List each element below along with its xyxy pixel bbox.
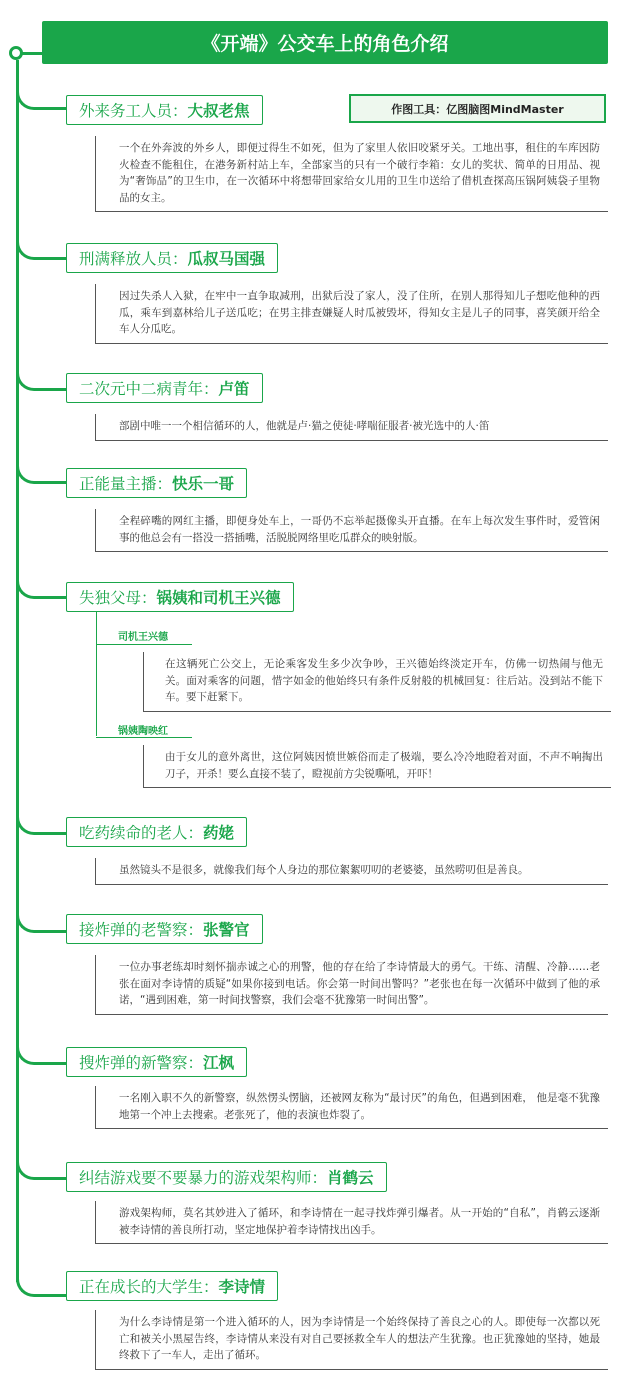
topic-0-desc bbox=[95, 136, 608, 212]
topic-role: 搜炸弹的新警察： bbox=[79, 1054, 204, 1072]
topic-role: 外来务工人员： bbox=[79, 102, 188, 120]
topic-role: 刑满释放人员： bbox=[79, 250, 188, 268]
page-title: 《开端》公交车上的角色介绍 bbox=[42, 21, 608, 64]
topic-5[interactable] bbox=[66, 817, 247, 847]
branch-connector bbox=[16, 1136, 68, 1180]
desc-text: 游戏架构师，莫名其妙进入了循环，和李诗情在一起寻找炸弹引爆者。从一开始的“自私”，肖鹤云逐渐被李诗情的善良所打动，坚定地保护着李诗情找出凶手。 bbox=[119, 1207, 600, 1236]
topic-name: 卢笛 bbox=[218, 380, 250, 398]
sub-desc-auntie bbox=[143, 745, 611, 788]
topic-role: 纠结游戏要不要暴力的游戏架构师： bbox=[79, 1169, 328, 1187]
desc-text: 为什么李诗情是第一个进入循环的人，因为李诗情是一个始终保持了善良之心的人。即使每一次都以死亡和被关小黑屋告终，李诗情从来没有对自己要拯救全车人的想法产生犹豫。也正犹豫她的坚持，她最终救下了一车人，走出了循环。 bbox=[119, 1316, 600, 1361]
topic-name: 江枫 bbox=[203, 1054, 235, 1072]
topic-name: 瓜叔马国强 bbox=[187, 250, 266, 268]
sub-desc-driver bbox=[143, 652, 611, 712]
topic-6[interactable] bbox=[66, 914, 263, 944]
topic-9[interactable] bbox=[66, 1271, 278, 1301]
sub-label-driver[interactable]: 司机王兴德 bbox=[118, 632, 168, 643]
branch-connector bbox=[16, 347, 68, 391]
topic-8[interactable] bbox=[66, 1162, 387, 1192]
topic-role: 正能量主播： bbox=[79, 475, 173, 493]
topic-role: 接炸弹的老警察： bbox=[79, 921, 204, 939]
branch-connector bbox=[16, 791, 68, 835]
branch-connector bbox=[16, 889, 68, 933]
topic-7-desc bbox=[95, 1086, 608, 1129]
desc-text: 一个在外奔波的外乡人，即便过得生不如死，但为了家里人依旧咬紧牙关。工地出事，租住的车库因防火检查不能租住，在港务新村站上车，全部家当的只有一个破行李箱：女儿的奖状、简单的日用品、视为“奢饰品”的卫生巾，在一次循环中将想带回家给女儿用的卫生巾送给了借机查探高压锅阿姨袋子里物品的女主。 bbox=[119, 142, 600, 204]
desc-text: 部剧中唯一一个相信循环的人，他就是卢·猫之使徒·哮喘征服者·被光选中的人·笛 bbox=[119, 420, 490, 432]
topic-role: 正在成长的大学生： bbox=[79, 1278, 219, 1296]
topic-name: 大叔老焦 bbox=[187, 102, 250, 120]
branch-connector bbox=[16, 555, 68, 599]
topic-3[interactable] bbox=[66, 468, 247, 498]
topic-9-desc bbox=[95, 1310, 608, 1370]
topic-name: 张警官 bbox=[203, 921, 250, 939]
sub-label-auntie[interactable]: 锅姨陶映红 bbox=[118, 726, 168, 737]
topic-8-desc bbox=[95, 1201, 608, 1244]
desc-text: 一名刚入职不久的新警察，纵然愣头愣脑，还被网友称为“最讨厌”的角色，但遇到困难， 他是毫不犹豫地第一个冲上去搜索。老张死了，他的表演也炸裂了。 bbox=[119, 1092, 600, 1121]
desc-text: 因过失杀人入狱，在牢中一直争取减刑，出狱后没了家人，没了住所，在别人那得知儿子想吃他种的西瓜，乘车到嘉林给儿子送瓜吃；在男主排查嫌疑人时瓜被毁坏，得知女主是儿子的同事，喜笑颜开给全车人分瓜吃。 bbox=[119, 290, 600, 335]
branch-connector bbox=[16, 1253, 68, 1297]
branch-connector bbox=[16, 216, 68, 260]
topic-name: 肖鹤云 bbox=[327, 1169, 374, 1187]
root-connector bbox=[22, 52, 42, 55]
desc-text: 全程碎嘴的网红主播，即便身处车上，一哥仍不忘举起摄像头开直播。在车上每次发生事件时，爱管闲事的他总会有一搭没一搭插嘴，活脱脱网络里吃瓜群众的映射版。 bbox=[119, 515, 600, 544]
sub-underline bbox=[96, 737, 192, 738]
topic-1-desc bbox=[95, 284, 608, 344]
topic-3-desc bbox=[95, 509, 608, 552]
topic-6-desc bbox=[95, 955, 608, 1015]
topic-name: 药姥 bbox=[203, 824, 235, 842]
sub-connector bbox=[96, 612, 97, 736]
root-node-icon bbox=[9, 46, 23, 60]
topic-name: 锅姨和司机王兴德 bbox=[156, 589, 281, 607]
topic-role: 失独父母： bbox=[79, 589, 157, 607]
desc-text: 由于女儿的意外离世，这位阿姨因愤世嫉俗而走了极端，要么冷冷地瞪着对面，不声不响掏出刀子，开杀！要么直接不装了，瞪视前方尖锐嘶吼，开吓！ bbox=[165, 751, 603, 780]
topic-name: 快乐一哥 bbox=[172, 475, 235, 493]
desc-text: 一位办事老练却时刻怀揣赤诚之心的刑警，他的存在给了李诗情最大的勇气。干练、清醒、冷静……老张在面对李诗情的质疑“如果你接到电话。你会第一时间出警吗？”老张也在每一次循环中做到了他的承诺，“遇到困难，第一时间找警察，我们会毫不犹豫第一时间出警”。 bbox=[119, 961, 600, 1006]
topic-2-desc bbox=[95, 414, 608, 441]
sub-underline bbox=[96, 644, 192, 645]
topic-1[interactable] bbox=[66, 243, 278, 273]
branch-connector bbox=[16, 440, 68, 484]
topic-7[interactable] bbox=[66, 1047, 247, 1077]
topic-role: 二次元中二病青年： bbox=[79, 380, 219, 398]
topic-0[interactable] bbox=[66, 95, 263, 125]
topic-4[interactable] bbox=[66, 582, 294, 612]
tool-label: 作图工具：亿图脑图MindMaster bbox=[349, 94, 606, 123]
branch-connector bbox=[16, 1021, 68, 1065]
desc-text: 在这辆死亡公交上，无论乘客发生多少次争吵，王兴德始终淡定开车，仿佛一切热闹与他无关。面对乘客的问题，惜字如金的他始终只有条件反射般的机械回复：往后站。没到站不能下车。要下赶紧下。 bbox=[165, 658, 603, 703]
branch-connector bbox=[16, 66, 68, 110]
topic-5-desc bbox=[95, 858, 608, 885]
desc-text: 虽然镜头不是很多，就像我们每个人身边的那位絮絮叨叨的老婆婆，虽然唠叨但是善良。 bbox=[119, 864, 529, 876]
topic-2[interactable] bbox=[66, 373, 263, 403]
topic-role: 吃药续命的老人： bbox=[79, 824, 204, 842]
topic-name: 李诗情 bbox=[218, 1278, 266, 1296]
